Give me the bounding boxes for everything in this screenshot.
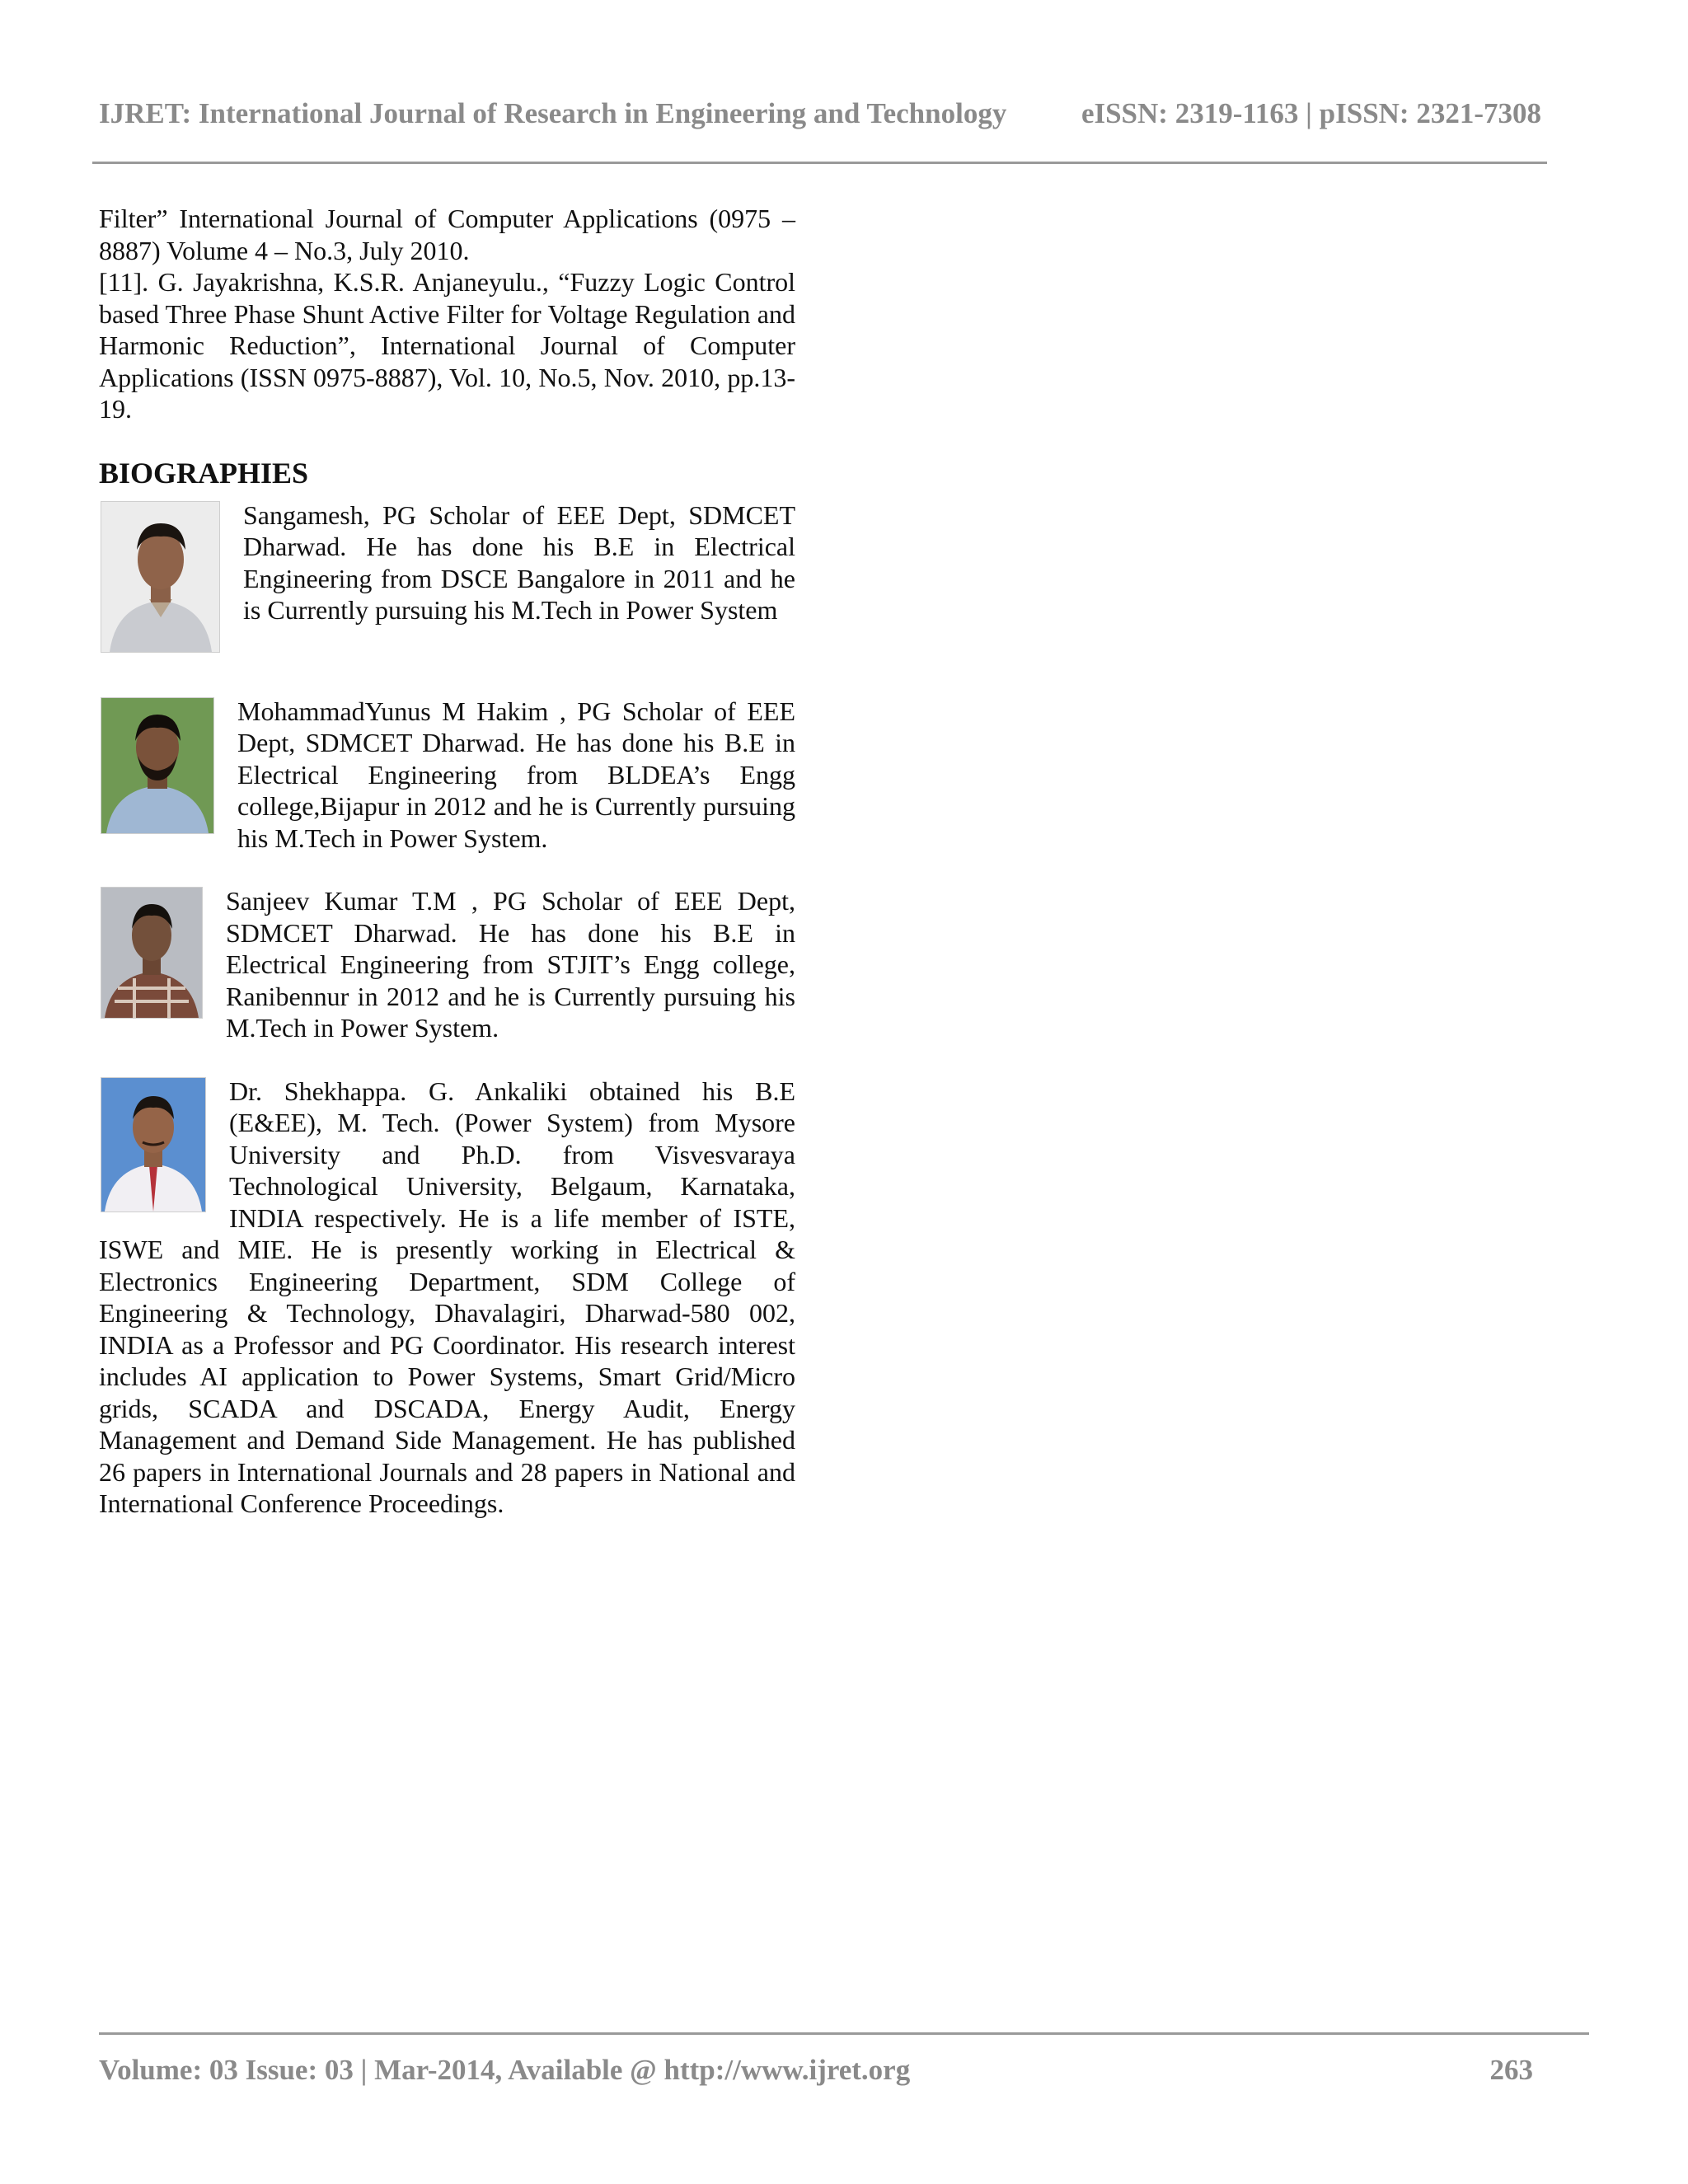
biography-text: Dr. Shekhappa. G. Ankaliki obtained his B.E (E&EE), M. Tech. (Power System) from Mysore University and Ph.D. from Visvesvaraya Technological University, Belgaum, Karnataka, INDIA respectively. He is a life member of ISTE, ISWE and MIE. He is presently working in Electrical & Electronics Engineering Department, SDM College of Engineering & Technology, Dhavalagiri, Dharwad-580 002, INDIA as a Professor and PG Coordinator. His research interest includes AI application to Power Systems, Smart Grid/Micro grids, SCADA and DSCADA, Energy Audit, Energy Management and Demand Side Management. He has published 26 papers in International Journals and 28 papers in National and International Conference Proceedings. <box>99 1076 795 1518</box>
author-photo <box>101 501 220 653</box>
journal-title: IJRET: International Journal of Research in Engineering and Technology <box>99 97 1007 129</box>
author-photo <box>101 887 203 1019</box>
biographies-heading: BIOGRAPHIES <box>99 456 309 490</box>
running-footer <box>99 2054 1533 2087</box>
biography-text: Sangamesh, PG Scholar of EEE Dept, SDMCET Dharwad. He has done his B.E in Electrical Engineering from DSCE Bangalore in 2011 and he is Currently pursuing his M.Tech in Power System <box>243 499 795 625</box>
left-column <box>99 203 795 1520</box>
biography-entry <box>99 696 795 855</box>
biography-entry <box>99 885 795 1044</box>
author-photo <box>101 1077 206 1212</box>
running-header <box>99 97 1541 130</box>
biography-entry <box>99 499 795 664</box>
page-number: 263 <box>1489 2054 1533 2086</box>
author-photo <box>101 697 214 834</box>
reference-continued: Filter” International Journal of Computer Applications (0975 – 8887) Volume 4 – No.3, July 2010. <box>99 204 795 265</box>
issn-numbers: eISSN: 2319-1163 | pISSN: 2321-7308 <box>1081 97 1541 129</box>
footer-rule <box>99 2032 1589 2035</box>
header-rule <box>92 162 1547 164</box>
biography-text: MohammadYunus M Hakim , PG Scholar of EEE Dept, SDMCET Dharwad. He has done his B.E in Electrical Engineering from BLDEA’s Engg college,Bijapur in 2012 and he is Currently pursuing his M.Tech in Power System. <box>237 696 795 853</box>
biography-text: Sanjeev Kumar T.M , PG Scholar of EEE Dept, SDMCET Dharwad. He has done his B.E in Electrical Engineering from STJIT’s Engg college, Ranibennur in 2012 and he is Currently pursuing his M.Tech in Power System. <box>226 886 795 1043</box>
biography-entry <box>99 1076 795 1520</box>
reference-11: [11]. G. Jayakrishna, K.S.R. Anjaneyulu., “Fuzzy Logic Control based Three Phase Shunt Active Filter for Voltage Regulation and Harmonic Reduction”, International Journal of Computer Applications (ISSN 0975-8887), Vol. 10, No.5, Nov. 2010, pp.13-19. <box>99 267 795 424</box>
volume-info: Volume: 03 Issue: 03 | Mar-2014, Available @ http://www.ijret.org <box>99 2054 911 2086</box>
